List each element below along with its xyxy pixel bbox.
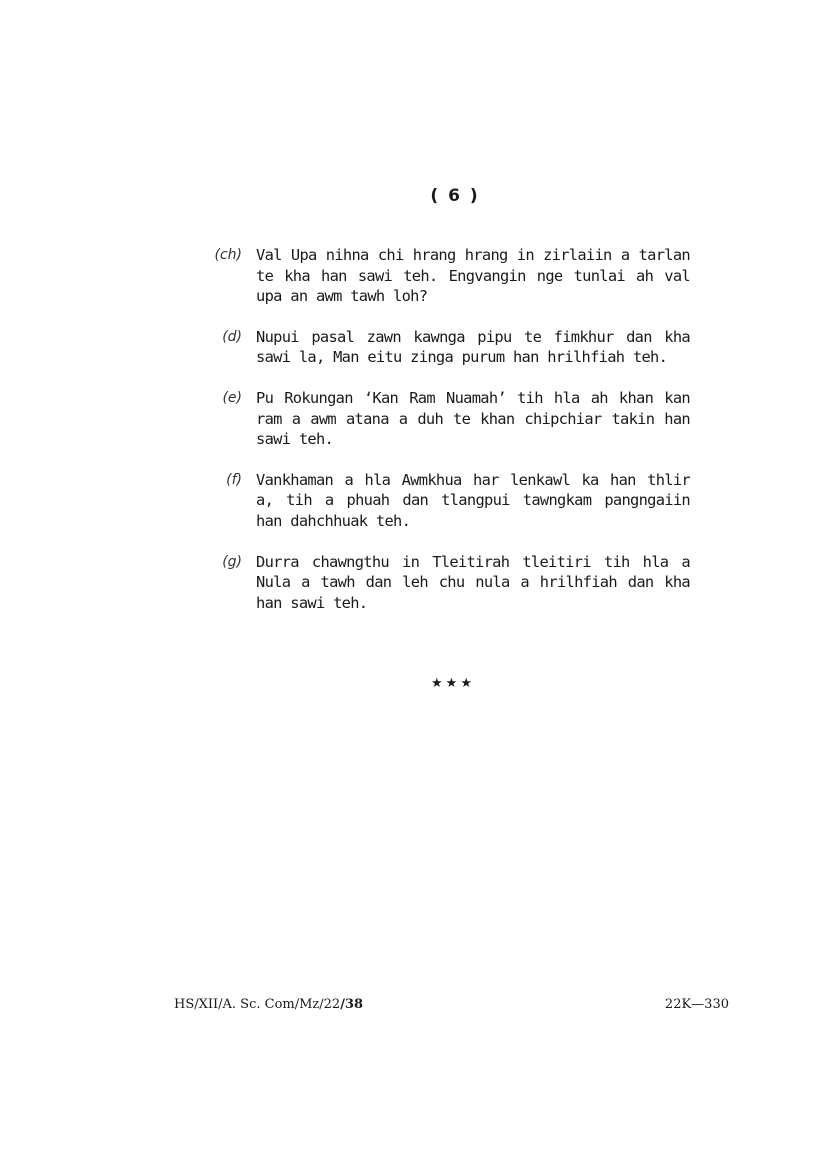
question-text: Vankhaman a hla Awmkhua har lenkawl ka han thlir a, tih a phuah dan tlangpui tawngkam pangngaiin han dahchhuak teh.	[256, 470, 690, 530]
question-label: (ch)	[214, 247, 242, 263]
print-serial: 22K—330	[664, 997, 729, 1012]
question-label: (f)	[226, 471, 242, 488]
question-label: (e)	[222, 389, 242, 406]
question-text: Nupui pasal zawn kawnga pipu te fimkhur dan kha sawi la, Man eitu zinga purum han hrilhfiah teh.	[256, 327, 690, 367]
question-item-e	[208, 388, 690, 450]
question-item-d	[208, 327, 690, 368]
question-list	[208, 245, 690, 633]
question-label: (d)	[222, 328, 242, 345]
question-text: Durra chawngthu in Tleitirah tleitiri tih hla a Nula a tawh dan leh chu nula a hrilhfiah dan kha han sawi teh.	[256, 552, 690, 612]
paper-code	[174, 997, 363, 1012]
question-item-f	[208, 470, 690, 532]
paper-code-suffix: /38	[340, 997, 364, 1012]
question-item-g	[208, 552, 690, 614]
question-text: Val Upa nihna chi hrang hrang in zirlaiin a tarlan te kha han sawi teh. Engvangin nge tunlai ah val upa an awm tawh loh?	[256, 246, 690, 306]
question-label: (g)	[222, 553, 242, 570]
paper-code-text: HS/XII/A. Sc. Com/Mz/22	[174, 997, 341, 1012]
page-number: ( 6 )	[430, 186, 480, 206]
end-of-paper-stars: ★★★	[431, 676, 475, 691]
question-item-ch	[208, 245, 690, 307]
question-text: Pu Rokungan ‘Kan Ram Nuamah’ tih hla ah khan kan ram a awm atana a duh te khan chipchiar takin han sawi teh.	[256, 388, 690, 449]
